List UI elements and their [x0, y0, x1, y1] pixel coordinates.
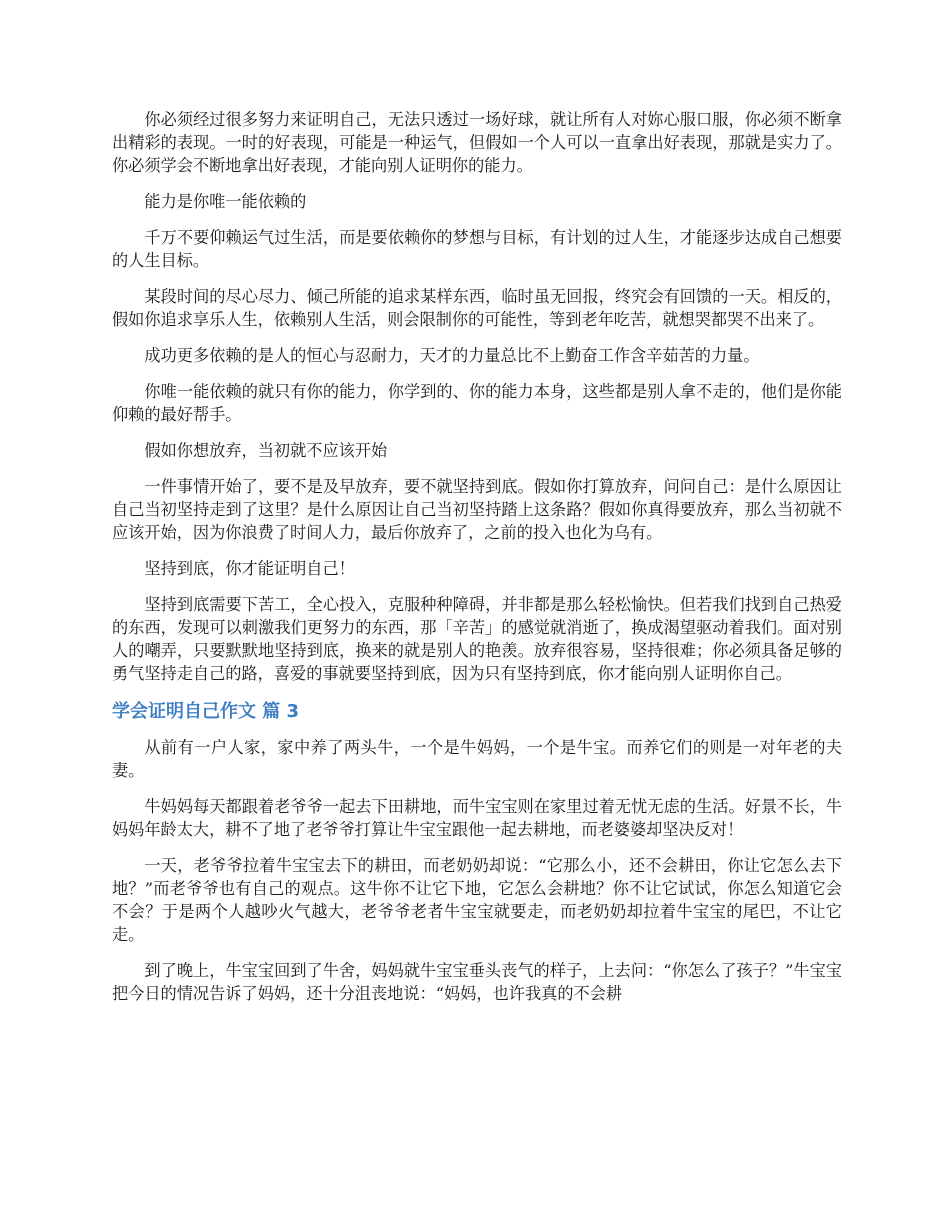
- document-page: [112, 108, 842, 1018]
- section-heading: 学会证明自己作文 篇 3: [112, 701, 300, 722]
- paragraph: 到了晚上，牛宝宝回到了牛舍，妈妈就牛宝宝垂头丧气的样子，上去问：“你怎么了孩子？”牛宝宝把今日的情况告诉了妈妈，还十分沮丧地说：“妈妈，也许我真的不会耕: [112, 961, 842, 1003]
- paragraph: 成功更多依赖的是人的恒心与忍耐力，天才的力量总比不上勤奋工作含辛茹苦的力量。: [144, 346, 760, 365]
- paragraph: 某段时间的尽心尽力、倾己所能的追求某样东西，临时虽无回报，终究会有回馈的一天。相反的，假如你追求享乐人生，依赖别人生活，则会限制你的可能性，等到老年吃苦，就想哭都哭不出来了。: [112, 287, 842, 329]
- paragraph: 一天，老爷爷拉着牛宝宝去下的耕田，而老奶奶却说：“它那么小，还不会耕田，你让它怎么去下地？”而老爷爷也有自己的观点。这牛你不让它下地，它怎么会耕地？你不让它试试，你怎么知道它会不会？于是两个人越吵火气越大，老爷爷老者牛宝宝就要走，而老奶奶却拉着牛宝宝的尾巴，不让它走。: [112, 856, 842, 944]
- paragraph: 你必须经过很多努力来证明自己，无法只透过一场好球，就让所有人对妳心服口服，你必须不断拿出精彩的表现。一时的好表现，可能是一种运气，但假如一个人可以一直拿出好表现，那就是实力了。你必须学会不断地拿出好表现，才能向别人证明你的能力。: [112, 110, 842, 175]
- paragraph: 假如你想放弃，当初就不应该开始: [144, 441, 388, 460]
- paragraph: 一件事情开始了，要不是及早放弃，要不就坚持到底。假如你打算放弃，问问自己：是什么原因让自己当初坚持走到了这里？是什么原因让自己当初坚持踏上这条路？假如你真得要放弃，那么当初就不应该开始，因为你浪费了时间人力，最后你放弃了，之前的投入也化为乌有。: [112, 477, 842, 542]
- paragraph: 坚持到底需要下苦工，全心投入，克服种种障碍，并非都是那么轻松愉快。但若我们找到自己热爱的东西，发现可以刺激我们更努力的东西，那「辛苦」的感觉就消逝了，换成渴望驱动着我们。面对别人的嘲弄，只要默默地坚持到底，换来的就是别人的艳羡。放弃很容易，坚持很难；你必须具备足够的勇气坚持走自己的路，喜爱的事就要坚持到底，因为只有坚持到底，你才能向别人证明你自己。: [112, 595, 842, 683]
- paragraph: 你唯一能依赖的就只有你的能力，你学到的、你的能力本身，这些都是别人拿不走的，他们是你能仰赖的最好帮手。: [112, 382, 842, 424]
- paragraph: 坚持到底，你才能证明自己！: [144, 559, 355, 578]
- paragraph: 能力是你唯一能依赖的: [144, 192, 307, 211]
- paragraph: 千万不要仰赖运气过生活，而是要依赖你的梦想与目标，有计划的过人生，才能逐步达成自己想要的人生目标。: [112, 228, 842, 270]
- paragraph: 从前有一户人家，家中养了两头牛，一个是牛妈妈，一个是牛宝。而养它们的则是一对年老的夫妻。: [112, 738, 842, 780]
- paragraph: 牛妈妈每天都跟着老爷爷一起去下田耕地，而牛宝宝则在家里过着无忧无虑的生活。好景不长，牛妈妈年龄太大，耕不了地了老爷爷打算让牛宝宝跟他一起去耕地，而老婆婆却坚决反对！: [112, 797, 842, 839]
